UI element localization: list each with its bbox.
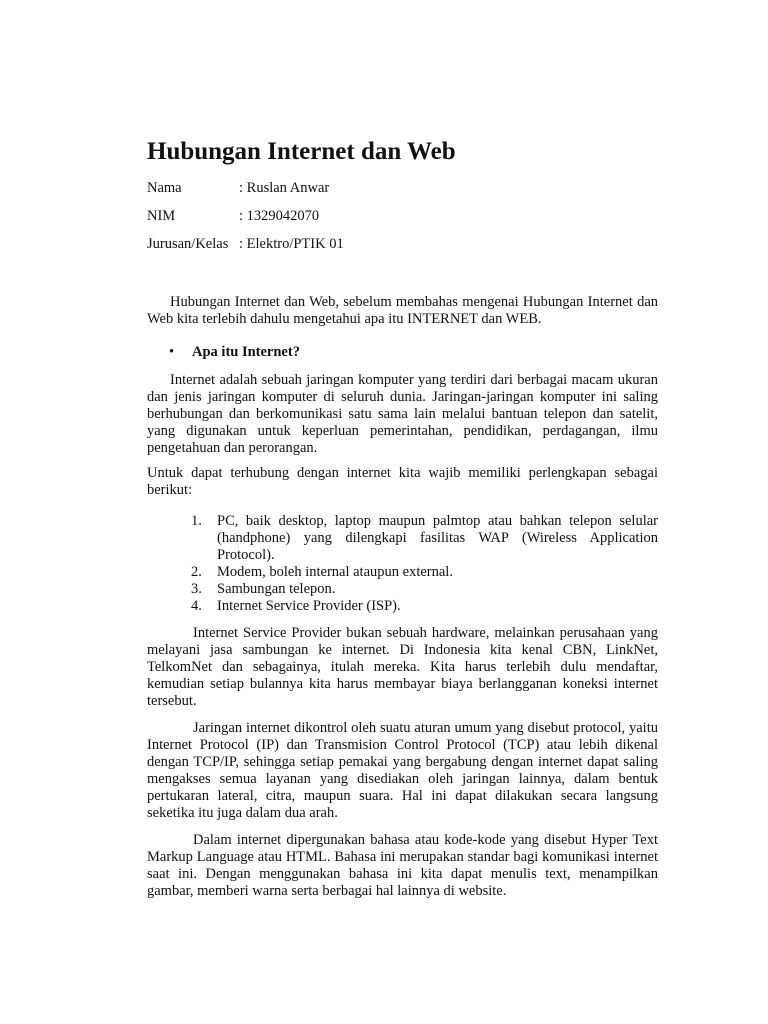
paragraph-protocol: Jaringan internet dikontrol oleh suatu aturan umum yang disebut protocol, yaitu Internet Protocol (IP) dan Transmision Control Protocol (TCP) atau lebih dikenal dengan TCP/IP, sehingga setiap pemakai yang bergabung dengan internet dapat saling mengakses semua layanan yang disediakan oleh jaringan lainnya, dalam bentuk pertukaran lateral, citra, maupun suara. Hal ini dapat dilakukan secara langsung seketika itu juga dalam dua arah.	[147, 720, 658, 821]
paragraph-requirements: Untuk dapat terhubung dengan internet kita wajib memiliki perlengkapan sebagai berikut:	[147, 465, 658, 498]
list-text: PC, baik desktop, laptop maupun palmtop atau bahkan telepon selular (handphone) yang dilengkapi fasilitas WAP (Wireless Application Protocol).	[217, 513, 658, 563]
document-title: Hubungan Internet dan Web	[147, 138, 456, 165]
list-number: 4.	[191, 598, 202, 614]
meta-label: NIM	[147, 208, 176, 224]
list-item	[191, 564, 658, 581]
intro-paragraph: Hubungan Internet dan Web, sebelum membahas mengenai Hubungan Internet dan Web kita terlebih dahulu mengetahui apa itu INTERNET dan WEB.	[147, 294, 658, 327]
bullet-heading-text: Apa itu Internet?	[192, 344, 300, 360]
meta-value: : Elektro/PTIK 01	[239, 236, 344, 252]
meta-label: Nama	[147, 180, 182, 196]
paragraph-html: Dalam internet dipergunakan bahasa atau kode-kode yang disebut Hyper Text Markup Language atau HTML. Bahasa ini merupakan standar bagi komunikasi internet saat ini. Dengan menggunakan bahasa ini kita dapat menulis text, menampilkan gambar, memberi warna serta berbagai hal lainnya di website.	[147, 832, 658, 899]
meta-row-nim	[147, 208, 319, 225]
bullet-heading	[169, 344, 300, 361]
bullet-icon: •	[169, 344, 175, 360]
list-number: 1.	[191, 513, 202, 529]
list-number: 2.	[191, 564, 202, 580]
meta-value: : Ruslan Anwar	[239, 180, 330, 196]
list-text: Modem, boleh internal ataupun external.	[217, 564, 453, 580]
meta-row-jurusan	[147, 236, 344, 253]
list-text: Sambungan telepon.	[217, 581, 336, 597]
paragraph-internet-definition: Internet adalah sebuah jaringan komputer yang terdiri dari berbagai macam ukuran dan jenis jaringan komputer di seluruh dunia. Jaringan-jaringan komputer ini saling berhubungan dan berkomunikasi satu sama lain melalui bantuan telepon dan satelit, yang digunakan untuk keperluan pemerintahan, pendidikan, perdagangan, ilmu pengetahuan dan perorangan.	[147, 372, 658, 456]
list-item	[191, 513, 658, 564]
meta-label: Jurusan/Kelas	[147, 236, 229, 252]
list-item	[191, 581, 658, 598]
meta-row-name	[147, 180, 329, 197]
list-number: 3.	[191, 581, 202, 597]
requirements-list	[191, 513, 658, 615]
list-item	[191, 598, 658, 615]
paragraph-isp: Internet Service Provider bukan sebuah hardware, melainkan perusahaan yang melayani jasa sambungan ke internet. Di Indonesia kita kenal CBN, LinkNet, TelkomNet dan sebagainya, itulah mereka. Kita harus terlebih dulu mendaftar, kemudian setiap bulannya kita harus membayar biaya berlangganan koneksi internet tersebut.	[147, 625, 658, 709]
list-text: Internet Service Provider (ISP).	[217, 598, 401, 614]
meta-value: : 1329042070	[239, 208, 320, 224]
